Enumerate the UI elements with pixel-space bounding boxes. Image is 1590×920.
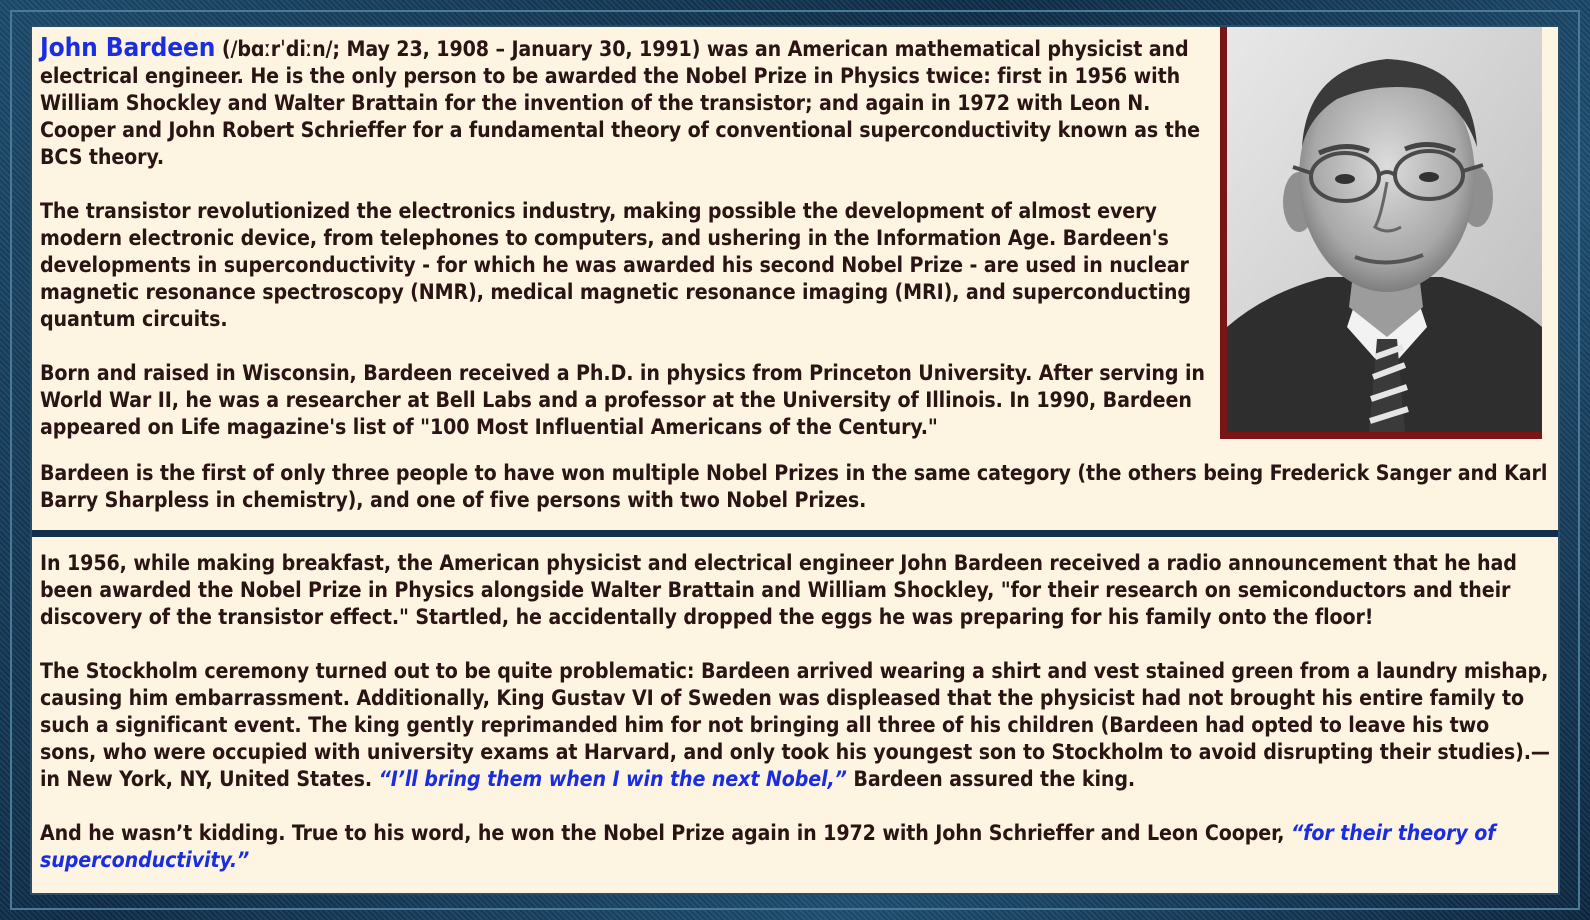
ceremony-text: The Stockholm ceremony turned out to be quite problematic: Bardeen arrived wearing a shirt and vest stained green from a laundry mishap, causing him embarrassment. Additionally, King Gustav VI of Sweden was displeased that the physicist had not brought his entire family to such a significant event. The king gently reprimanded him for not bringing all three of his children (Bardeen had opted to leave his two sons, who were occupied with university exams at Harvard, and only took his youngest son to Stockholm to avoid disrupting their studies).— in New York, NY, United States.	[40, 658, 1550, 791]
biography-paragraph: Born and raised in Wisconsin, Bardeen received a Ph.D. in physics from Princeton University. After serving in World War II, he was a researcher at Bell Labs and a professor at the University of Illinois. In 1990, Bardeen appeared on Life magazine's list of "100 Most Influential Americans of the Century."	[40, 360, 1205, 439]
ceremony-ending: Bardeen assured the king.	[846, 766, 1136, 791]
king-quote: “I’ll bring them when I win the next Nobel,”	[378, 766, 847, 791]
second-prize-text: And he wasn’t kidding. True to his word, he won the Nobel Prize again in 1972 with John Schrieffer and Leon Cooper,	[40, 820, 1291, 845]
transistor-paragraph: The transistor revolutionized the electronics industry, making possible the development of almost every modern electronic device, from telephones to computers, and ushering in the Information Age. Bardeen's developments in superconductivity - for which he was awarded his second Nobel Prize - are used in nuclear magnetic resonance spectroscopy (NMR), medical magnetic resonance imaging (MRI), and superconducting quantum circuits.	[40, 198, 1191, 331]
person-name: John Bardeen	[40, 33, 216, 63]
intro-paragraph	[40, 35, 1220, 170]
intro-text: (/bɑːrˈdiːn/; May 23, 1908 – January 30, 1991) was an American mathematical physicist and electrical engineer. He is the only person to be awarded the Nobel Prize in Physics twice: first in 1956 with William Shockley and Walter Brattain for the invention of the transistor; and again in 1972 with Leon N. Cooper and John Robert Schrieffer for a fundamental theory of conventional superconductivity known as the BCS theory.	[40, 36, 1201, 169]
anecdote-section	[40, 549, 1550, 873]
portrait-photo	[1220, 27, 1542, 439]
nobel-fact-section	[40, 459, 1550, 513]
ceremony-paragraph	[40, 657, 1550, 792]
content-panel	[30, 25, 1560, 895]
breakfast-paragraph: In 1956, while making breakfast, the American physicist and electrical engineer John Bardeen received a radio announcement that he had been awarded the Nobel Prize in Physics alongside Walter Brattain and William Shockley, "for their research on semiconductors and their discovery of the transistor effect." Startled, he accidentally dropped the eggs he was preparing for his family onto the floor!	[40, 550, 1517, 629]
citation-quote: “for their theory of superconductivity.”	[40, 820, 1496, 872]
second-prize-paragraph	[40, 819, 1550, 873]
portrait-illustration	[1227, 27, 1542, 432]
section-divider	[32, 530, 1560, 537]
bio-intro-section	[40, 35, 1220, 440]
multiple-nobel-paragraph: Bardeen is the first of only three people to have won multiple Nobel Prizes in the same category (the others being Frederick Sanger and Karl Barry Sharpless in chemistry), and one of five persons with two Nobel Prizes.	[40, 460, 1548, 512]
